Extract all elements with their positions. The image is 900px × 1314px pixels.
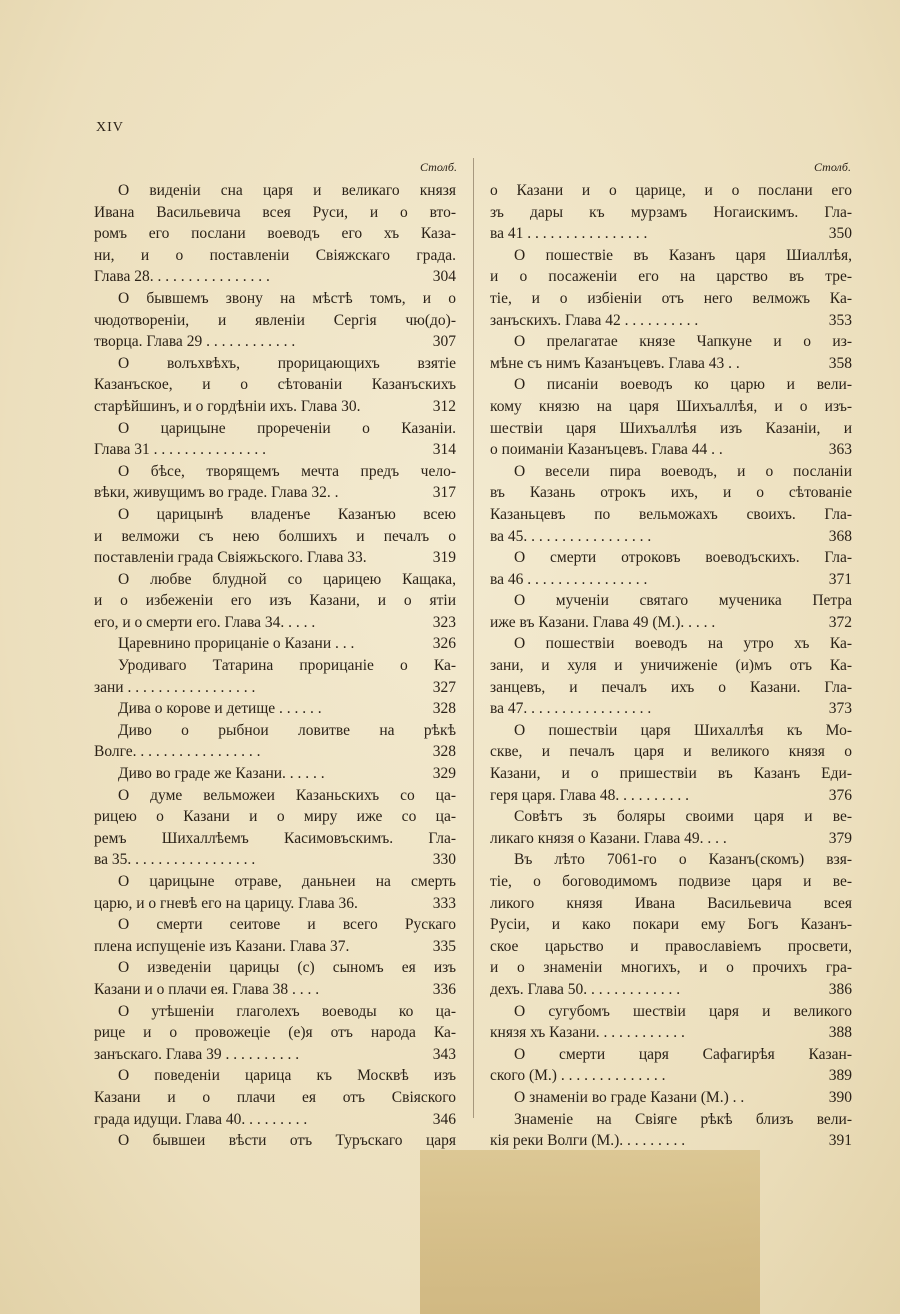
toc-column-number: 358: [828, 354, 852, 372]
toc-line-text: града идущи. Глава 40. . . . . . . . .: [94, 1110, 308, 1128]
toc-line-text: о поиманіи Казанъцевъ. Глава 44 . .: [490, 441, 723, 459]
toc-line-text: чюдотвореніи, и явленіи Сергія чю(до)-: [94, 311, 456, 329]
toc-column-number: 329: [432, 765, 456, 783]
toc-line: [94, 828, 456, 850]
toc-line: [94, 806, 456, 828]
toc-line-text: дехъ. Глава 50. . . . . . . . . . . . .: [490, 980, 681, 998]
toc-line: [490, 1065, 852, 1087]
toc-line: [94, 266, 456, 288]
toc-line-text: О изведеніи царицы (с) сыномъ ея изъ: [118, 959, 456, 977]
toc-line-text: О писаніи воеводъ ко царю и вели-: [514, 376, 852, 394]
toc-line-text: Волге. . . . . . . . . . . . . . . . .: [94, 743, 261, 761]
toc-line: [94, 1109, 456, 1131]
toc-line: [94, 1087, 456, 1109]
toc-column-number: 353: [828, 311, 852, 329]
toc-line: [94, 957, 456, 979]
toc-line: [94, 698, 456, 720]
toc-line-text: О пошествіи воеводъ на утро хъ Ка-: [514, 635, 852, 653]
toc-line: [490, 849, 852, 871]
toc-column-number: 389: [828, 1067, 852, 1085]
toc-column-number: 326: [432, 635, 456, 653]
toc-line: [94, 202, 456, 224]
toc-line-text: ремъ Шихаллѣемъ Касимовъскимъ. Гла-: [94, 829, 456, 847]
toc-line-text: творца. Глава 29 . . . . . . . . . . . .: [94, 333, 296, 351]
toc-line-text: о Казани и о царице, и о послани его: [490, 182, 852, 199]
toc-line-text: Глава 28. . . . . . . . . . . . . . . .: [94, 268, 270, 286]
toc-line-text: О любве блудной со царицею Кащака,: [118, 570, 456, 588]
toc-line-text: О бѣсе, творящемъ мечта предъ чело-: [118, 462, 456, 480]
toc-column-number: 379: [828, 829, 852, 847]
toc-column-number: 314: [432, 441, 456, 459]
toc-line-text: мѣне съ нимъ Казанъцевъ. Глава 43 . .: [490, 354, 740, 372]
toc-line-text: О весели пира воеводъ, и о посланіи: [514, 462, 852, 480]
toc-line-text: кія реки Волги (М.). . . . . . . . .: [490, 1132, 686, 1150]
toc-line: [94, 526, 456, 548]
toc-line: [490, 1022, 852, 1044]
toc-line: [490, 806, 852, 828]
toc-column-number: 391: [828, 1132, 852, 1150]
toc-line: [94, 331, 456, 353]
toc-column-number: 335: [432, 937, 456, 955]
toc-column-number: 328: [432, 743, 456, 761]
toc-line: [490, 180, 852, 202]
toc-line: [490, 957, 852, 979]
toc-line-text: вѣки, живущимъ во граде. Глава 32. .: [94, 484, 339, 502]
left-column-header: Столб.: [420, 160, 457, 174]
toc-line-text: О виденіи сна царя и великаго князя: [118, 182, 456, 199]
toc-line-text: царю, и о гневѣ его на царицу. Глава 36.: [94, 894, 358, 912]
toc-line: [490, 763, 852, 785]
toc-line-text: и о посаженіи его на царство въ тре-: [490, 268, 852, 286]
toc-line-text: Уродиваго Татарина прорицаніе о Ка-: [118, 657, 456, 675]
toc-line: [490, 871, 852, 893]
toc-column-number: 386: [828, 980, 852, 998]
toc-line: [490, 1044, 852, 1066]
toc-line: [490, 1087, 852, 1109]
toc-line-text: О утѣшеніи глаголехъ воеводы ко ца-: [118, 1002, 456, 1020]
toc-line: [490, 828, 852, 850]
toc-line: [94, 1022, 456, 1044]
toc-line-text: О смерти отроковъ воеводъскихъ. Гла-: [514, 549, 852, 567]
toc-line-text: Диво во граде же Казани. . . . . .: [118, 765, 325, 783]
toc-line-text: Русіи, и како покари ему Богъ Казанъ-: [490, 916, 852, 934]
toc-line: [94, 245, 456, 267]
toc-line-text: О волъхвѣхъ, прорицающихъ взятіе: [118, 354, 456, 372]
toc-line: [490, 374, 852, 396]
toc-line: [490, 569, 852, 591]
toc-line-text: въ Казань отрокъ ихъ, и о сѣтованіе: [490, 484, 852, 502]
right-column-header: Столб.: [814, 160, 851, 174]
toc-line-text: Дива о корове и детище . . . . . .: [118, 700, 322, 718]
toc-line-text: О бывшеи вѣсти отъ Туръскаго царя: [118, 1132, 456, 1150]
toc-line-text: О смерти царя Сафагирѣя Казан-: [514, 1045, 852, 1063]
toc-line: [490, 526, 852, 548]
toc-line: [490, 914, 852, 936]
toc-line: [490, 893, 852, 915]
toc-column-number: 317: [432, 484, 456, 502]
toc-line: [490, 612, 852, 634]
paper-stain: [420, 1150, 760, 1314]
toc-line: [94, 504, 456, 526]
toc-line: [490, 590, 852, 612]
toc-column-number: 388: [828, 1024, 852, 1042]
page-number: XIV: [96, 120, 124, 135]
toc-line: [94, 353, 456, 375]
toc-column-number: 327: [432, 678, 456, 696]
toc-column-number: 350: [828, 225, 852, 243]
toc-column-number: 319: [432, 549, 456, 567]
toc-line-text: ликого князя Ивана Васильевича всея: [490, 894, 852, 912]
toc-line: [94, 396, 456, 418]
toc-line-text: ское царьство и православіемъ просвети,: [490, 937, 852, 955]
toc-line-text: О прелагатае князе Чапкуне и о из-: [514, 333, 852, 351]
toc-line: [94, 871, 456, 893]
toc-line: [94, 439, 456, 461]
toc-line-text: тіе, о боговодимомъ подвизе царя и ве-: [490, 873, 852, 890]
toc-line-text: Казани, и о пришествіи въ Казанъ Еди-: [490, 765, 852, 783]
toc-line-text: зани, и хуля и уничиженіе (и)мъ отъ Ка-: [490, 657, 852, 675]
toc-line: [94, 223, 456, 245]
toc-line-text: О знаменіи во граде Казани (М.) . .: [514, 1088, 745, 1106]
toc-line: [490, 245, 852, 267]
toc-line-text: тіе, и о избіеніи отъ него велможъ Ка-: [490, 289, 852, 307]
toc-column-number: 372: [828, 613, 852, 631]
toc-line: [490, 677, 852, 699]
toc-line: [490, 418, 852, 440]
toc-line-text: Совѣтъ зъ боляры своими царя и ве-: [514, 808, 852, 826]
toc-line: [490, 1130, 852, 1152]
toc-line-text: Казани и о плачи ея отъ Свіяского: [94, 1088, 456, 1106]
toc-line: [94, 612, 456, 634]
toc-line: [94, 461, 456, 483]
toc-line-text: ни, и о поставленіи Свіяжскаго града.: [94, 246, 456, 264]
toc-line-text: иже въ Казани. Глава 49 (М.). . . . .: [490, 613, 716, 631]
toc-line-text: рицею о Казани и о миру иже со ца-: [94, 808, 456, 826]
toc-column-number: 376: [828, 786, 852, 804]
toc-line-text: зъ дары къ мурзамъ Ногаискимъ. Гла-: [490, 203, 852, 221]
toc-line-text: занъскаго. Глава 39 . . . . . . . . . .: [94, 1045, 300, 1063]
toc-line-text: и о знаменіи многихъ, и о прочихъ гра-: [490, 959, 852, 977]
toc-line: [490, 266, 852, 288]
toc-column-number: 343: [432, 1045, 456, 1063]
toc-column-number: 307: [432, 333, 456, 351]
toc-line-text: ва 41 . . . . . . . . . . . . . . . .: [490, 225, 648, 243]
toc-line: [94, 763, 456, 785]
toc-column-number: 371: [828, 570, 852, 588]
toc-line-text: Казани и о плачи ея. Глава 38 . . . .: [94, 980, 320, 998]
toc-line: [490, 785, 852, 807]
toc-column-number: 330: [432, 851, 456, 869]
toc-line: [94, 655, 456, 677]
toc-line-text: занцевъ, и печалъ ихъ о Казани. Гла-: [490, 678, 852, 696]
toc-line: [490, 1109, 852, 1131]
toc-line: [94, 288, 456, 310]
toc-line: [94, 310, 456, 332]
toc-line-text: ликаго князя о Казани. Глава 49. . . .: [490, 829, 727, 847]
toc-line: [94, 893, 456, 915]
toc-line: [94, 979, 456, 1001]
toc-line-text: скве, и печалъ царя и великого князя о: [490, 743, 852, 761]
toc-line: [490, 979, 852, 1001]
toc-line: [94, 1001, 456, 1023]
toc-line-text: рице и о провожеціе (е)я отъ народа Ка-: [94, 1024, 456, 1042]
toc-column-number: 304: [432, 268, 456, 286]
toc-line-text: Глава 31 . . . . . . . . . . . . . . .: [94, 441, 267, 459]
toc-line: [490, 396, 852, 418]
toc-line: [94, 180, 456, 202]
toc-line-text: ва 35. . . . . . . . . . . . . . . . .: [94, 851, 256, 869]
toc-line: [490, 1001, 852, 1023]
toc-line-text: кому князю на царя Шихъаллѣя, и о изъ-: [490, 397, 852, 415]
toc-line: [490, 202, 852, 224]
toc-line: [94, 633, 456, 655]
toc-column-number: 312: [432, 397, 456, 415]
toc-line-text: Знаменіе на Свіяге рѣкѣ близъ вели-: [514, 1110, 852, 1128]
toc-column-number: 363: [828, 441, 852, 459]
toc-line: [490, 310, 852, 332]
toc-line-text: О мученіи святаго мученика Петра: [514, 592, 852, 610]
toc-line-text: О пошествіи царя Шихаллѣя къ Мо-: [514, 721, 852, 739]
toc-line: [490, 936, 852, 958]
toc-line-text: старѣйшинъ, и о гордѣніи ихъ. Глава 30.: [94, 397, 361, 415]
toc-column-number: 333: [432, 894, 456, 912]
toc-line-text: О поведеніи царица къ Москвѣ изъ: [118, 1067, 456, 1085]
toc-column-number: 336: [432, 980, 456, 998]
toc-line-text: шествіи царя Шихъаллѣя изъ Казаніи, и: [490, 419, 852, 437]
toc-line-text: Въ лѣто 7061-го о Казанъ(скомъ) взя-: [514, 851, 852, 869]
column-divider: [473, 158, 474, 1118]
toc-line: [94, 482, 456, 504]
toc-line: [94, 1044, 456, 1066]
toc-line-text: ромъ его послани воеводъ его хъ Каза-: [94, 225, 456, 243]
toc-line: [94, 1130, 456, 1152]
toc-column-number: 390: [828, 1088, 852, 1106]
left-column-lines: [94, 180, 456, 1152]
toc-line: [490, 353, 852, 375]
toc-line: [490, 720, 852, 742]
toc-line: [490, 504, 852, 526]
toc-line-text: ва 47. . . . . . . . . . . . . . . . .: [490, 700, 652, 718]
toc-line-text: О царицыне прореченіи о Казаніи.: [118, 419, 456, 437]
toc-line: [94, 590, 456, 612]
toc-line-text: ва 46 . . . . . . . . . . . . . . . .: [490, 570, 648, 588]
toc-line-text: О бывшемъ звону на мѣстѣ томъ, и о: [118, 289, 456, 307]
toc-line-text: плена испущеніе изъ Казани. Глава 37.: [94, 937, 350, 955]
toc-line: [94, 914, 456, 936]
toc-line: [94, 569, 456, 591]
toc-line-text: О пошествіе въ Казанъ царя Шиаллѣя,: [514, 246, 852, 264]
toc-line-text: ва 45. . . . . . . . . . . . . . . . .: [490, 527, 652, 545]
toc-line-text: князя хъ Казани. . . . . . . . . . . .: [490, 1024, 685, 1042]
toc-line-text: зани . . . . . . . . . . . . . . . . .: [94, 678, 256, 696]
toc-line: [490, 482, 852, 504]
toc-line-text: Казанъское, и о сѣтованіи Казанъскихъ: [94, 376, 456, 394]
toc-line-text: О смерти сеитове и всего Рускаго: [118, 916, 456, 934]
toc-line: [94, 374, 456, 396]
toc-line-text: Царевнино прорицаніе о Казани . . .: [118, 635, 355, 653]
toc-line: [94, 677, 456, 699]
toc-line: [490, 741, 852, 763]
toc-line-text: геря царя. Глава 48. . . . . . . . . .: [490, 786, 689, 804]
toc-line: [94, 1065, 456, 1087]
toc-line-text: О думе вельможеи Казаньскихъ со ца-: [118, 786, 456, 804]
toc-line: [490, 288, 852, 310]
toc-column-number: 368: [828, 527, 852, 545]
toc-line-text: ского (М.) . . . . . . . . . . . . . .: [490, 1067, 666, 1085]
toc-line: [94, 547, 456, 569]
toc-line-text: О царицынѣ владенъе Казанъю всею: [118, 505, 456, 523]
toc-column-number: 328: [432, 700, 456, 718]
toc-column-number: 323: [432, 613, 456, 631]
toc-line: [490, 633, 852, 655]
toc-line: [490, 461, 852, 483]
toc-line: [94, 741, 456, 763]
toc-line-text: поставленіи града Свіяжьского. Глава 33.: [94, 549, 367, 567]
toc-line-text: О царицыне отраве, даньнеи на смерть: [118, 873, 456, 890]
toc-line: [490, 698, 852, 720]
toc-line: [94, 849, 456, 871]
right-column-lines: [490, 180, 852, 1152]
toc-column-number: 373: [828, 700, 852, 718]
toc-line: [94, 418, 456, 440]
toc-line: [94, 936, 456, 958]
toc-line-text: Казаньцевъ по вельможахъ своихъ. Гла-: [490, 505, 852, 523]
toc-line: [94, 785, 456, 807]
toc-line-text: занъскихъ. Глава 42 . . . . . . . . . .: [490, 311, 699, 329]
toc-line-text: и о избеженіи его изъ Казани, и о ятіи: [94, 592, 456, 610]
toc-line-text: его, и о смерти его. Глава 34. . . . .: [94, 613, 316, 631]
toc-line: [490, 655, 852, 677]
toc-line: [490, 331, 852, 353]
toc-line: [490, 223, 852, 245]
toc-line-text: и велможи съ нею болшихъ и печалъ о: [94, 527, 456, 545]
toc-line: [490, 439, 852, 461]
toc-line: [490, 547, 852, 569]
toc-line: [94, 720, 456, 742]
toc-column-number: 346: [432, 1110, 456, 1128]
toc-line-text: О сугубомъ шествіи царя и великого: [514, 1002, 852, 1020]
toc-line-text: Диво о рыбнои ловитве на рѣкѣ: [118, 721, 456, 739]
toc-line-text: Ивана Васильевича всея Руси, и о вто-: [94, 203, 456, 221]
